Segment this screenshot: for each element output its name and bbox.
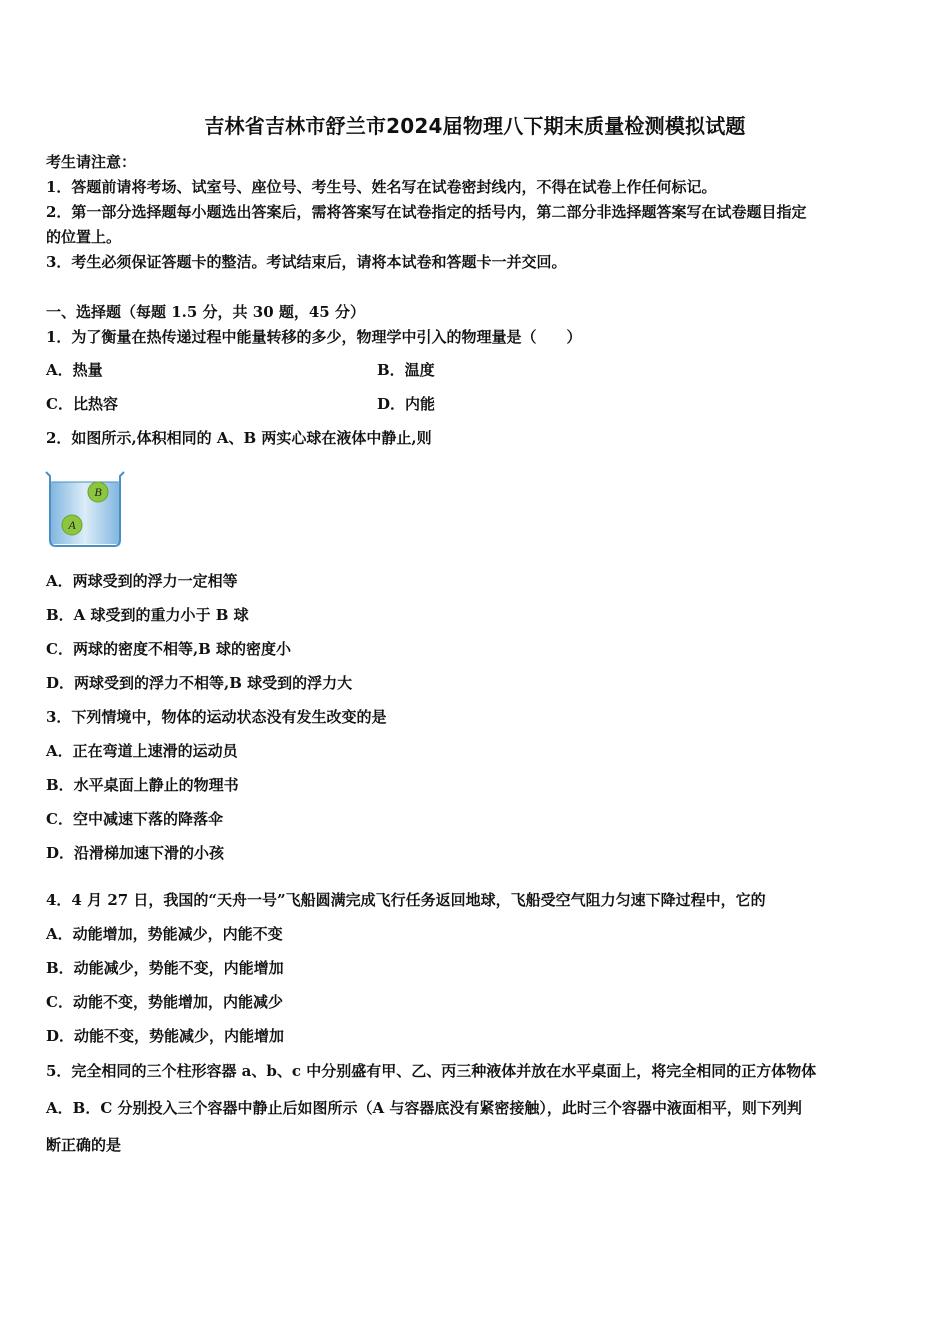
q5-stem-line-2: A．B．C 分别投入三个容器中静止后如图所示（A 与容器底没有紧密接触），此时三个容器中液面相平，则下列判 [46,1099,802,1117]
beaker-figure [44,468,126,550]
q2-option-a: A．两球受到的浮力一定相等 [46,572,238,590]
q3-stem: 3．下列情境中，物体的运动状态没有发生改变的是 [46,708,387,726]
q5-stem-line-3: 断正确的是 [46,1136,122,1154]
q1-option-d: D．内能 [377,395,436,413]
q3-option-b: B．水平桌面上静止的物理书 [46,776,239,794]
q2-option-d: D．两球受到的浮力不相等,B 球受到的浮力大 [46,674,353,692]
notice-item: 2．第一部分选择题每小题选出答案后，需将答案写在试卷指定的括号内，第二部分非选择题答案写在试卷题目指定 [46,203,807,221]
q1-option-c: C．比热容 [46,395,118,413]
ball-b-label: B [94,485,102,499]
notice-item: 3．考生必须保证答题卡的整洁。考试结束后，请将本试卷和答题卡一并交回。 [46,253,567,271]
q2-stem: 2．如图所示,体积相同的 A、B 两实心球在液体中静止,则 [46,429,432,447]
ball-a-label: A [68,518,76,532]
q1-option-b: B．温度 [377,361,435,379]
q5-stem-line-1: 5．完全相同的三个柱形容器 a、b、c 中分别盛有甲、乙、丙三种液体并放在水平桌面上，将完全相同的正方体物体 [46,1062,817,1080]
notice-item: 的位置上。 [46,228,122,246]
section-heading: 一、选择题（每题 1.5 分，共 30 题，45 分） [46,303,365,321]
q2-option-b: B．A 球受到的重力小于 B 球 [46,606,249,624]
q4-option-c: C．动能不变，势能增加，内能减少 [46,993,283,1011]
exam-title: 吉林省吉林市舒兰市2024届物理八下期末质量检测模拟试题 [204,114,746,138]
q4-option-d: D．动能不变，势能减少，内能增加 [46,1027,285,1045]
q4-option-a: A．动能增加，势能减少，内能不变 [46,925,283,943]
q4-stem: 4．4 月 27 日，我国的“天舟一号”飞船圆满完成飞行任务返回地球，飞船受空气阻力匀速下降过程中，它的 [46,891,766,909]
notice-item: 1．答题前请将考场、试室号、座位号、考生号、姓名写在试卷密封线内，不得在试卷上作任何标记。 [46,178,717,196]
notice-heading: 考生请注意： [46,153,137,171]
q2-option-c: C．两球的密度不相等,B 球的密度小 [46,640,292,658]
q3-option-a: A．正在弯道上速滑的运动员 [46,742,238,760]
q4-option-b: B．动能减少，势能不变，内能增加 [46,959,284,977]
q3-option-c: C．空中减速下落的降落伞 [46,810,223,828]
q1-stem: 1．为了衡量在热传递过程中能量转移的多少，物理学中引入的物理量是（ ） [46,328,582,346]
liquid [50,482,120,544]
q3-option-d: D．沿滑梯加速下滑的小孩 [46,844,225,862]
q1-option-a: A．热量 [46,361,103,379]
